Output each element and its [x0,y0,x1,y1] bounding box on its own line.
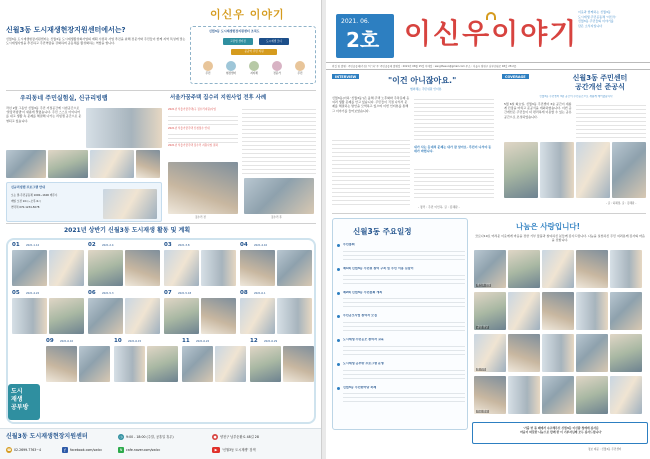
bullet-icon [337,292,340,295]
left-intro-text: 신월3동 도시재생현장지원센터는 신월3동 도시재생활성화사업의 계획 수립과 사업 추진을 위해 전문가와 주민들이 함께 지역 특성에 맞는 도시재생사업을 추진하고 주민역량을 강화하며 공동체를 활성화하는 역할을 합니다. [6,37,186,46]
org-people-expert: 전문가 [268,61,286,81]
facebook-icon: f [62,447,68,453]
sharing-photo [610,334,642,372]
timeline-item [182,338,246,384]
sharing-photo [474,376,506,414]
timeline-photo [88,250,123,286]
schedule-list [337,243,465,409]
timeline-photo [277,250,312,286]
timeline-number: 10 [114,338,122,344]
timeline-date: 2021.5.18 [178,291,192,295]
timeline-photo [12,298,47,334]
sharing-photo [610,376,642,414]
timeline-number: 06 [88,290,96,296]
info-bar: 편집 및 발행 : 주민공동체(가칭) '이' 와 '우' 주민공동체 발행일 : 2021년 06월 15일 이메일 : sangthesun@gmail.com 주소 : 서울시 양천구 남부순환로 48길 28 2층 [326,62,650,70]
sharing-caption: 쌀 기부 [477,368,486,371]
org-people-resident: 주민 [199,61,217,81]
timeline-photo [12,250,47,286]
masthead-ornament [486,12,496,20]
bullet-icon [337,244,340,247]
timeline-item [88,290,160,336]
timeline-photo [182,346,213,382]
bullet-icon [337,315,340,318]
org-people-gov: 지자체 [245,61,263,81]
interview-text: 신월3동(이하 '신월3동')은 올해 주택 노후화와 주차문제 등 여러 생활 문제를 안고 있습니다. 주민들이 직접 나서서 문제를 해결하는 방안을 모색하고 있으며 이번 인터뷰를 통해 그 이야기를 들어보았습니다. [332,96,410,113]
schedule-title: 신월3동 주요일정 [353,227,412,236]
footer-phone[interactable]: 02.2699.7763~4 [14,448,42,452]
sec2-before-caption: 집수리 전 [195,216,206,219]
sharing-caption: 곰탕 전달 [477,326,488,329]
timeline-number: 01 [12,242,20,248]
timeline-item [164,290,236,336]
timeline-date: 2021.6.22 [196,339,210,343]
org-chart-title: 신월3동 도시재생현장지원센터 조직도 [209,29,260,33]
timeline-item [164,242,236,288]
timeline-date: 2021.6.10 [60,339,74,343]
timeline-photo [201,250,236,286]
expert-icon [272,61,282,71]
timeline-number: 12 [250,338,258,344]
left-page [0,0,322,459]
office-icon [249,61,259,71]
footer-cafe[interactable]: cafe.naver.com/swlcc [126,448,161,452]
schedule-item-label: 주민공모사업 참여자 모집 [343,314,377,318]
sec2-after-caption: 집수리 후 [271,216,282,219]
sharing-photo [474,292,506,330]
sharing-photo [542,250,574,288]
timeline-item [240,242,312,288]
coverage-photo-1 [504,142,538,198]
timeline-photo [240,298,275,334]
bullet-icon [337,363,340,366]
org-people-resident2: 주민 [291,61,309,81]
person-icon [203,61,213,71]
schedule-item [337,314,465,333]
right-page [326,0,650,459]
sec2-bullet: 2021년 서울가꿈주택 집수리 지원사업 결과 [168,144,218,147]
location-icon: ● [213,434,217,439]
timeline-photo [147,346,178,382]
coverage-photo-3 [576,142,610,198]
coverage-tag: COVERAGE [502,74,529,79]
interview-credit: - 정리 : 주민 이인옥, 글 : 김혜란 - [418,205,460,209]
timeline-number: 08 [240,290,248,296]
timeline-number: 07 [164,290,172,296]
timeline-photo [46,346,77,382]
sec1-photo-3 [90,150,134,178]
sec2-bullet: 2021년 서울가꿈주택 신청접수 안내 [168,127,210,130]
sharing-photo [576,376,608,414]
sharing-photo [610,250,642,288]
clock-icon: ◷ [119,434,123,439]
footer-org-name: 신월3동 도시재생현장지원센터 [6,433,88,440]
schedule-item [337,386,465,405]
org-chart [190,26,316,84]
schedule-item [337,291,465,310]
sharing-photo [508,376,540,414]
sharing-photo [542,292,574,330]
left-footer [0,428,322,459]
schedule-item-label: 도시재생 공부방 프로그램 운영 [343,361,384,365]
issue-date: 2021. 06. [341,18,370,25]
interview-quote: 내가 사는 동네의 문제는 내가 잘 알아요. 주민이 나서야 동네가 바뀝니다. [414,145,492,154]
schedule-item-label: 주민총회 [343,243,355,246]
timeline-date: 2021.3.8 [178,243,190,247]
schedule-item-label: 도시재생 주민공모 참여자 교육 [343,338,384,341]
sec1-bullet: 오는 말-주민공동체 1000~1600 매주수 [11,194,58,197]
timeline-photo [49,250,84,286]
phone-icon: ☎ [6,447,12,452]
sec1-title: 우리동네 주민실험실, 신규리빙랩 [20,95,108,102]
timeline-photo [79,346,110,382]
timeline-photo [88,298,123,334]
timeline-photo [125,298,160,334]
sec1-info-photo [103,189,157,219]
sharing-photo [542,376,574,414]
timeline-photo [49,298,84,334]
sec2-after-photo [244,178,314,214]
coverage-subtitle: 신월3동 주민센터 3층 공간이 주민공간으로 새롭게 태어났습니다 [539,95,613,98]
timeline-photo [215,346,246,382]
sec1-photo-1 [6,150,46,178]
sec1-info-box [6,182,162,222]
timeline-photo [114,346,145,382]
timeline-item [46,338,110,384]
coverage-text: 5월 6일 화요일, 신월3동 주민센터 3층 공간이 새롭게 단장을 마치고 준공식을 개최하였습니다. 이번 공간개선은 주민들이 더 편리하게 이용할 수 있는 공유공간으로 조성되었습니다. [504,102,572,119]
coverage-photo-2 [540,142,574,198]
sec2-bullet: 2021년 서울가꿈주택(구 집수리지원)사업 [168,108,216,111]
org-box-support: 공공역 주민 지원 [231,49,277,55]
youtube-icon: ▶ [212,447,220,453]
closing-quote: '가뭄 번 돌 폐에서 수고해주신 신월3동 이신쯤 청에게 감사를 마음이 따뜻한 나눔으로 함께 한 이 기부자님께 모두 감사드립니다' [520,426,602,435]
schedule-item-label: 제2회 신월3동 주민총회 개최 [343,290,383,294]
timeline-number: 03 [164,242,172,248]
sharing-title: 나눔은 사랑입니다! [516,222,580,231]
timeline-number: 11 [182,338,190,344]
sec1-bullet: 매일 오전 10시~오후 6시 [11,200,41,203]
timeline-date: 2021.4.10 [254,243,268,247]
timeline-photo [164,298,199,334]
sharing-photo [576,292,608,330]
left-main-title: 신월3동 도시재생현장지원센터에서는? [6,26,126,34]
timeline-photo [201,298,236,334]
closing-credit: 정보 제공 : 신월3동 주민센터 [588,448,622,451]
timeline-number: 02 [88,242,96,248]
sec2-title: 서울가꿈주택 집수리 지원사업 전후 사례 [170,95,267,101]
sec3-title: 2021년 상반기 신월3동 도시재생 활동 및 계획 [64,227,191,234]
issue-number: 2호 [346,28,380,52]
person-icon [295,61,305,71]
timeline-date: 2021.6.1 [254,291,266,295]
sharing-text: 코로나19로 어려운 이웃에게 마음을 전한 기부 물품과 참여하신 분들께 감사드립니다. 나눔을 실천하신 주민 여러분께 감사의 마음을 전합니다. [475,234,645,243]
timeline-item [12,242,84,288]
schedule-item [337,243,465,262]
timeline-number: 05 [12,290,20,296]
sharing-photo [508,250,540,288]
schedule-item [337,338,465,357]
sharing-photo [474,250,506,288]
timeline-photo [164,250,199,286]
timeline-item [88,242,160,288]
sharing-photo [576,250,608,288]
timeline-photo [283,346,314,382]
sharing-photo [576,334,608,372]
timeline-date: 2021.6.29 [264,339,278,343]
issue-box [336,14,394,58]
schedule-panel [332,218,468,430]
left-masthead-script: 이신우 이야기 [210,8,285,21]
footer-facebook[interactable]: facebook.com/swlcc [70,448,103,452]
timeline-date: 2021.2.4 [102,243,114,247]
timeline-date: 2021.4.22 [26,291,40,295]
sharing-photo [474,334,506,372]
coverage-title: 신월3동 주민센터 공간개선 준공식 [572,74,628,91]
timeline-date: 2021.1.12 [26,243,40,247]
building-icon [226,61,236,71]
footer-address: 양천구 남부순환로 48길 28 [220,435,259,439]
sec1-text: 작년 2월 그동안 신월3동 주민 거점공간에 시범공간으로 '말랑리빙랩'이 새롭게 열렸습니다. 주민 스스로 아이디어를 내고 생활 속 문제를 해결해 나가는 리빙랩 공간으로 운영되고 있습니다. [6,106,82,123]
schedule-item-label: 제1회 신월3동 주민원 참여 구축 및 주민 이용 길잡이 [343,266,414,270]
sharing-photo [542,334,574,372]
org-box-coord: 도시재생 코디 [259,38,289,45]
sharing-caption: 이웃 방문 [477,410,488,413]
interview-title: "이건 아니잖아요." [388,76,457,85]
schedule-item [337,267,465,286]
org-people-center: 현장센터 [222,61,240,81]
timeline-item [240,290,312,336]
schedule-item-label: 신월3동 주민한마당 축제 [343,385,377,389]
timeline-item [12,290,84,336]
bullet-icon [337,268,340,271]
org-box-head: 고관법 센터장 [223,38,253,45]
bullet-icon [337,387,340,390]
timeline-photo [250,346,281,382]
closing-quote-box [472,422,648,444]
right-masthead: 이신우이야기 [404,17,579,50]
bullet-icon [337,339,340,342]
timeline-date: 2021.5.3 [102,291,114,295]
timeline-date: 2021.6.15 [128,339,142,343]
sec1-bullet: 연락처 070-1234-5678 [11,206,40,209]
sharing-photo [508,292,540,330]
sec2-before-photo [168,162,238,214]
footer-youtube[interactable]: '신월3동 도시재생' 검색 [222,448,256,452]
coverage-photo-4 [612,142,646,198]
cafe-icon: N [119,447,123,452]
study-room-badge: 도시 재생 공부방 [8,384,40,420]
sharing-caption: 마스크 전달 [477,284,491,287]
sharing-photo [610,292,642,330]
sec1-photo-2 [48,150,88,178]
footer-hours: 9:00 - 18:00 (주말, 공휴일 휴무) [126,435,174,439]
timeline-number: 09 [46,338,54,344]
sec1-photo-4 [136,150,160,178]
sec1-photo-5 [86,108,162,148]
timeline-item [114,338,178,384]
timeline-photo [277,298,312,334]
interview-subtitle: 협의체는 주민위원 인터뷰 [410,87,442,91]
sec1-info-caption: 신규리빙랩 프로그램 안내 [11,185,45,189]
timeline-photo [125,250,160,286]
timeline-number: 04 [240,242,248,248]
interview-tag: INTERVIEW [332,74,359,79]
timeline-photo [240,250,275,286]
top-quote: 이웃과 함께하는 신월3동 도시재생 주민공동체 '이신우' 신월3동 주민들의 이야기를 담은 소식지입니다 [578,10,617,28]
sharing-photo [508,334,540,372]
coverage-credit: - 글 : 하혜정, 글 : 김혜란 - [606,202,637,205]
timeline-item [250,338,314,384]
schedule-item [337,362,465,381]
